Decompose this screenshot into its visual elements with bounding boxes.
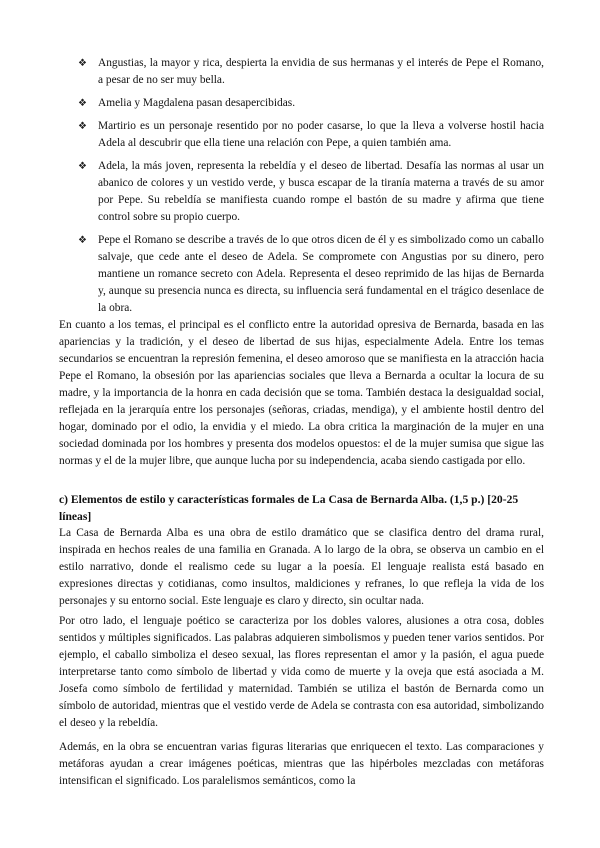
list-item-text: Amelia y Magdalena pasan desapercibidas. (98, 97, 296, 109)
list-item-text: Adela, la más joven, representa la rebeldía y el deseo de libertad. Desafía las normas al usar un abanico de colores y un vestido verde, y busca escapar de la tiranía materna a través de su amor por Pepe. Su rebeldía se manifiesta cuando rompe el bastón de su madre y afirma que tiene control sobre su propio cuerpo. (98, 160, 544, 223)
list-item-text: Angustias, la mayor y rica, despierta la envidia de sus hermanas y el interés de Pepe el Romano, a pesar de no ser muy bella. (98, 57, 544, 86)
list-item-text: Martirio es un personaje resentido por no poder casarse, lo que la lleva a volverse hostil hacia Adela al descubrir que ella tiene una relación con Pepe, a quien también ama. (98, 120, 544, 149)
diamond-bullet-icon: ❖ (78, 235, 87, 246)
list-item (78, 158, 544, 226)
list-item (78, 232, 544, 317)
diamond-bullet-icon: ❖ (78, 58, 87, 69)
themes-paragraph: En cuanto a los temas, el principal es el conflicto entre la autoridad opresiva de Bernarda, basada en las apariencias y la tradición, y el deseo de libertad de sus hijas, especialmente Adela. Entre los temas secundarios se encuentran la represión femenina, el deseo amoroso que se manifiesta en la atracción hacia Pepe el Romano, la obsesión por las apariencias sociales que lleva a Bernarda a ocultar la locura de su madre, y la importancia de la honra en cada decisión que se toma. También destaca la desigualdad social, reflejada en la jerarquía entre los personajes (señoras, criadas, mendiga), y el ambiente hostil dentro del hogar, dominado por el odio, la envidia y el miedo. La obra critica la marginación de la mujer en una sociedad dominada por los hombres y presenta dos modelos opuestos: el de la mujer sumisa que sigue las normas y el de la mujer libre, que aunque lucha por su independencia, acaba siendo castigada por ello. (59, 319, 544, 467)
style-paragraph-3: Además, en la obra se encuentran varias figuras literarias que enriquecen el texto. Las comparaciones y metáforas ayudan a crear imágenes poéticas, mientras que las hipérboles mezcladas con metáforas intensifican el significado. Los paralelismos semánticos, como la (59, 741, 544, 787)
diamond-bullet-icon: ❖ (78, 98, 87, 109)
character-list (78, 55, 544, 323)
list-item (78, 118, 544, 152)
list-item (78, 95, 544, 112)
style-paragraph-1: La Casa de Bernarda Alba es una obra de estilo dramático que se clasifica dentro del drama rural, inspirada en hechos reales de una familia en Granada. A lo largo de la obra, se observa un cambio en el estilo narrativo, donde el realismo cede su lugar a la poesía. El lenguaje realista está basado en expresiones directas y cotidianas, como insultos, maldiciones y refranes, lo que refleja la vida de los personajes y su entorno social. Este lenguaje es claro y directo, sin ocultar nada. (59, 527, 544, 607)
list-item-text: Pepe el Romano se describe a través de lo que otros dicen de él y es simbolizado como un caballo salvaje, que cede ante el deseo de Adela. Se compromete con Angustias por su dinero, pero mantiene un romance secreto con Adela. Representa el deseo reprimido de las hijas de Bernarda y, aunque su presencia nunca es directa, su influencia será fundamental en el trágico desenlace de la obra. (98, 234, 544, 314)
style-paragraph-2: Por otro lado, el lenguaje poético se caracteriza por los dobles valores, alusiones a otra cosa, dobles sentidos y múltiples significados. Las palabras adquieren simbolismos y pueden tener varios sentidos. Por ejemplo, el caballo simboliza el deseo sexual, las flores representan el amor y la pasión, el agua puede interpretarse tanto como símbolo de libertad y vida como de muerte y la oveja que está asociada a M. Josefa como símbolo de fertilidad y maternidad. También se utiliza el bastón de Bernarda como un símbolo de autoridad, mientras que el vestido verde de Adela se contrasta con esa autoridad, simbolizando el deseo y la rebeldía. (59, 615, 544, 729)
list-item (78, 55, 544, 89)
diamond-bullet-icon: ❖ (78, 121, 87, 132)
section-heading: c) Elementos de estilo y características formales de La Casa de Bernarda Alba. (1,5 p.) [20-25 líneas] (59, 493, 519, 523)
diamond-bullet-icon: ❖ (78, 161, 87, 172)
